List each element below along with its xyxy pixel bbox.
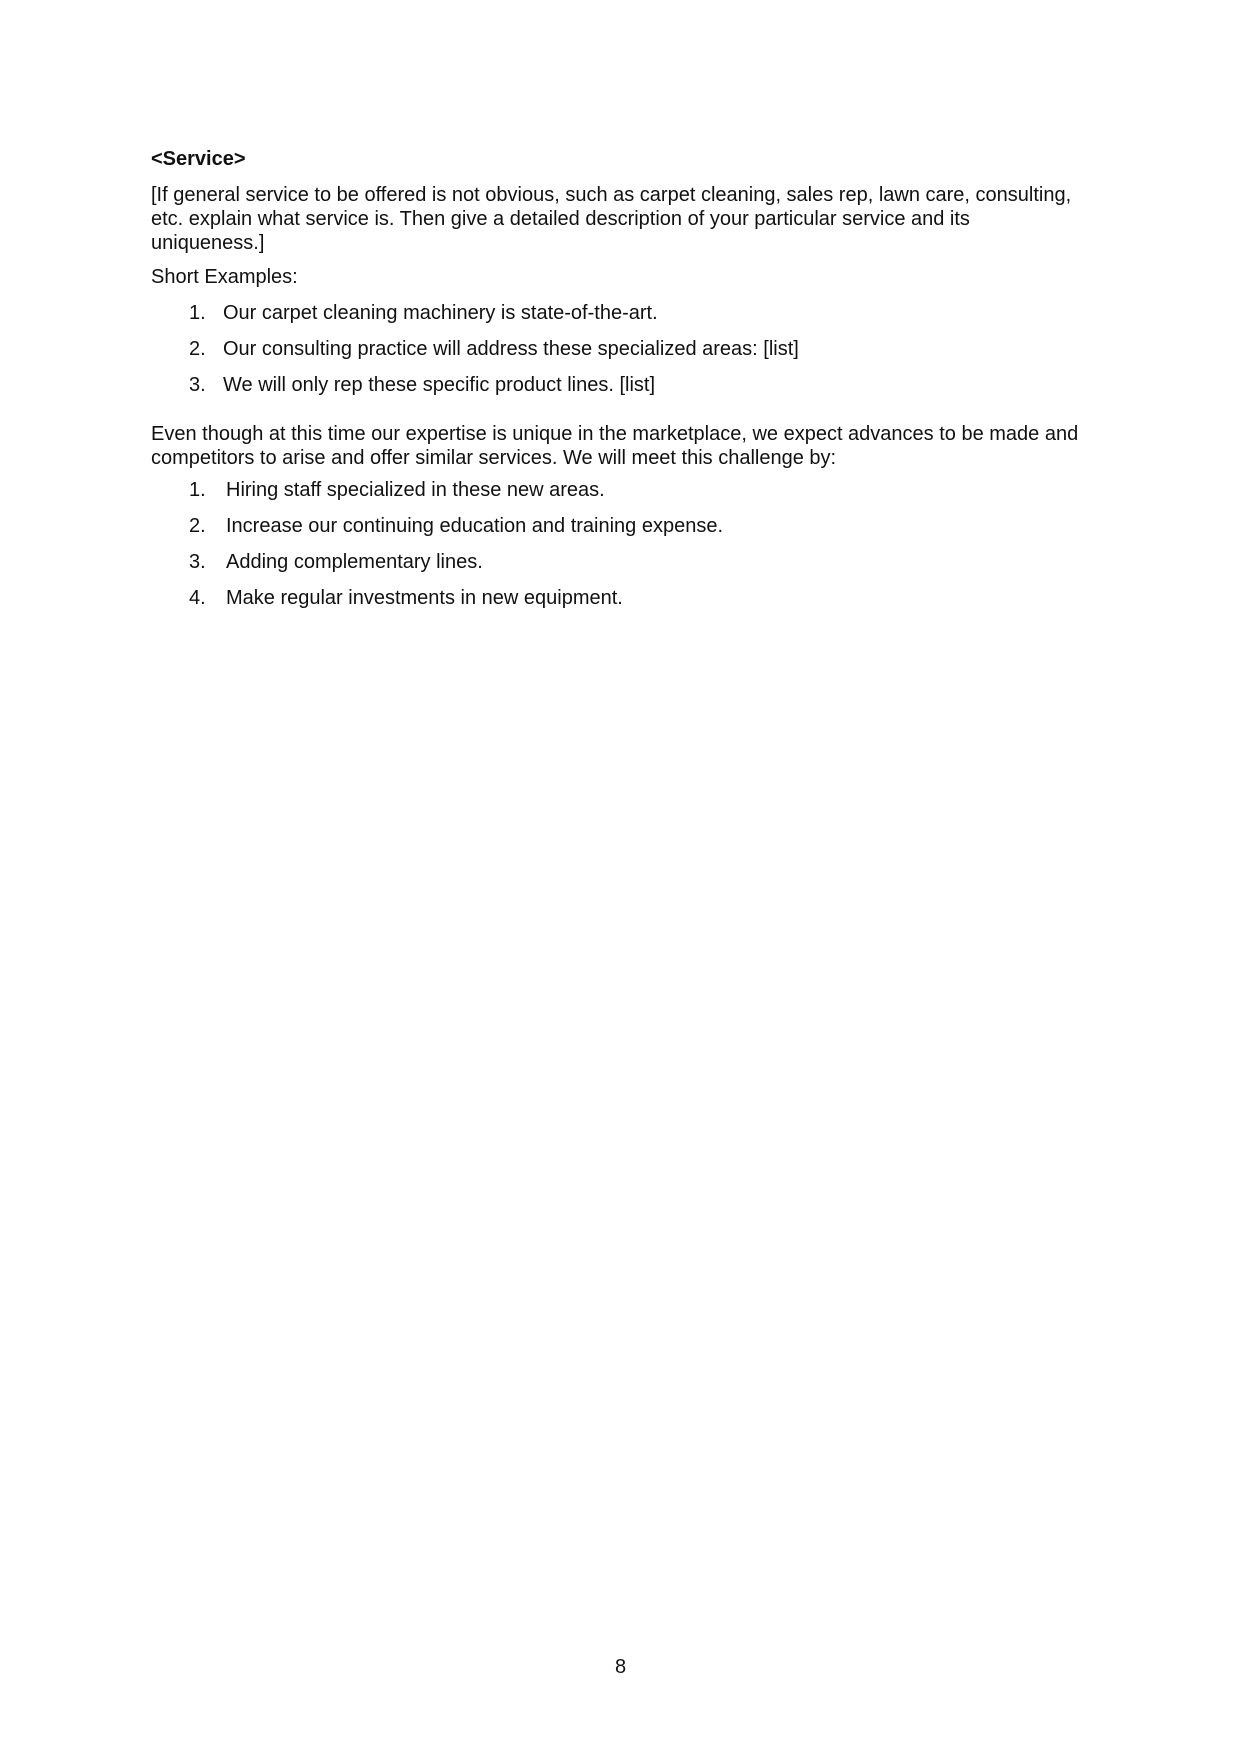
list-item [151, 514, 1101, 538]
page-content [151, 147, 1101, 622]
list-item-text: We will only rep these specific product lines. [list] [223, 374, 656, 396]
list-item [151, 337, 1101, 361]
list-item-text: Hiring staff specialized in these new areas. [226, 479, 605, 501]
page-number: 8 [614, 1656, 627, 1678]
intro-paragraph: [If general service to be offered is not obvious, such as carpet cleaning, sales rep, lawn care, consulting, etc. explain what service is. Then give a detailed description of your particular service and its uniqueness.] [151, 184, 1072, 254]
list-item-number: 3. [189, 374, 206, 396]
examples-list [151, 301, 1101, 397]
list-item-number: 3. [189, 551, 206, 573]
list-item [151, 373, 1101, 397]
list-item-number: 1. [189, 479, 206, 501]
section-heading: <Service> [151, 148, 246, 170]
expertise-paragraph: Even though at this time our expertise is unique in the marketplace, we expect advances to be made and competitors to arise and offer similar services. We will meet this challenge by: [151, 423, 1079, 469]
list-item-number: 2. [189, 515, 206, 537]
list-item [151, 586, 1101, 610]
short-examples-label: Short Examples: [151, 266, 298, 288]
list-item-text: Our consulting practice will address these specialized areas: [list] [223, 338, 799, 360]
list-item [151, 301, 1101, 325]
list-item-text: Make regular investments in new equipment. [226, 587, 623, 609]
list-item-text: Adding complementary lines. [226, 551, 483, 573]
list-item-number: 2. [189, 338, 206, 360]
list-item [151, 478, 1101, 502]
measures-list [151, 478, 1101, 610]
list-item-text: Our carpet cleaning machinery is state-of-the-art. [223, 302, 658, 324]
list-item-number: 4. [189, 587, 206, 609]
list-item [151, 550, 1101, 574]
list-item-number: 1. [189, 302, 206, 324]
list-item-text: Increase our continuing education and training expense. [226, 515, 724, 537]
